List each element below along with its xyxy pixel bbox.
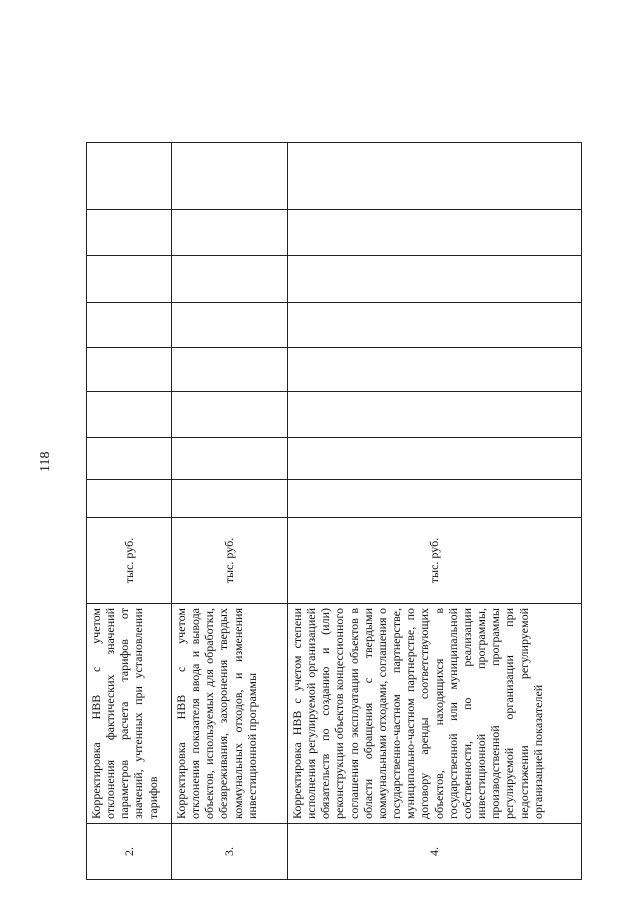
empty-cell xyxy=(288,348,582,392)
row-unit: тыс. руб. xyxy=(288,518,582,604)
empty-cell xyxy=(288,303,582,348)
empty-cell xyxy=(87,303,172,348)
empty-cell xyxy=(288,256,582,303)
table-row xyxy=(288,143,582,880)
row-unit: тыс. руб. xyxy=(87,518,172,604)
empty-cell xyxy=(172,143,288,210)
row-unit: тыс. руб. xyxy=(172,518,288,604)
row-number: 4. xyxy=(288,824,582,880)
page-number: 118 xyxy=(38,451,53,472)
row-description: Корректировка НВВ с учетом степени исполнения регулируемой организацией обязательств по созданию и (или) реконструкции объектов концессионного соглашения по эксплуатации объектов в области обращения с твердыми коммунальными отходами, соглашения о государственно-частном партнерстве, муниципально-частном партнерстве, по договору аренды соответствующих объектов, находящихся в государственной или муниципальной собственности, по реализации инвестиционной программы, производственной программы регулируемой организации при недостижении регулируемой организацией показателей xyxy=(288,604,582,824)
empty-cell xyxy=(87,256,172,303)
empty-cell xyxy=(172,256,288,303)
empty-cell xyxy=(87,143,172,210)
empty-cell xyxy=(288,210,582,256)
empty-cell xyxy=(87,392,172,438)
empty-cell xyxy=(87,438,172,480)
empty-cell xyxy=(172,348,288,392)
empty-cell xyxy=(288,143,582,210)
empty-cell xyxy=(288,392,582,438)
empty-cell xyxy=(288,480,582,518)
empty-cell xyxy=(87,210,172,256)
empty-cell xyxy=(172,480,288,518)
row-number: 3. xyxy=(172,824,288,880)
table-row xyxy=(172,143,288,880)
row-description: Корректировка НВВ с учетом отклонения фактических значений параметров расчета тарифов от значений, учтенных при установлении тарифов xyxy=(87,604,172,824)
row-description: Корректировка НВВ с учетом отклонения показателя ввода и вывода объектов, используемых для обработки, обезвреживания, захоронения твердых коммунальных отходов, и изменения инвестиционной программы xyxy=(172,604,288,824)
correction-table xyxy=(86,142,582,880)
empty-cell xyxy=(172,438,288,480)
empty-cell xyxy=(172,210,288,256)
empty-cell xyxy=(172,303,288,348)
empty-cell xyxy=(172,392,288,438)
row-number: 2. xyxy=(87,824,172,880)
empty-cell xyxy=(87,348,172,392)
rotated-table xyxy=(86,143,581,880)
empty-cell xyxy=(87,480,172,518)
empty-cell xyxy=(288,438,582,480)
table-row xyxy=(87,143,172,880)
